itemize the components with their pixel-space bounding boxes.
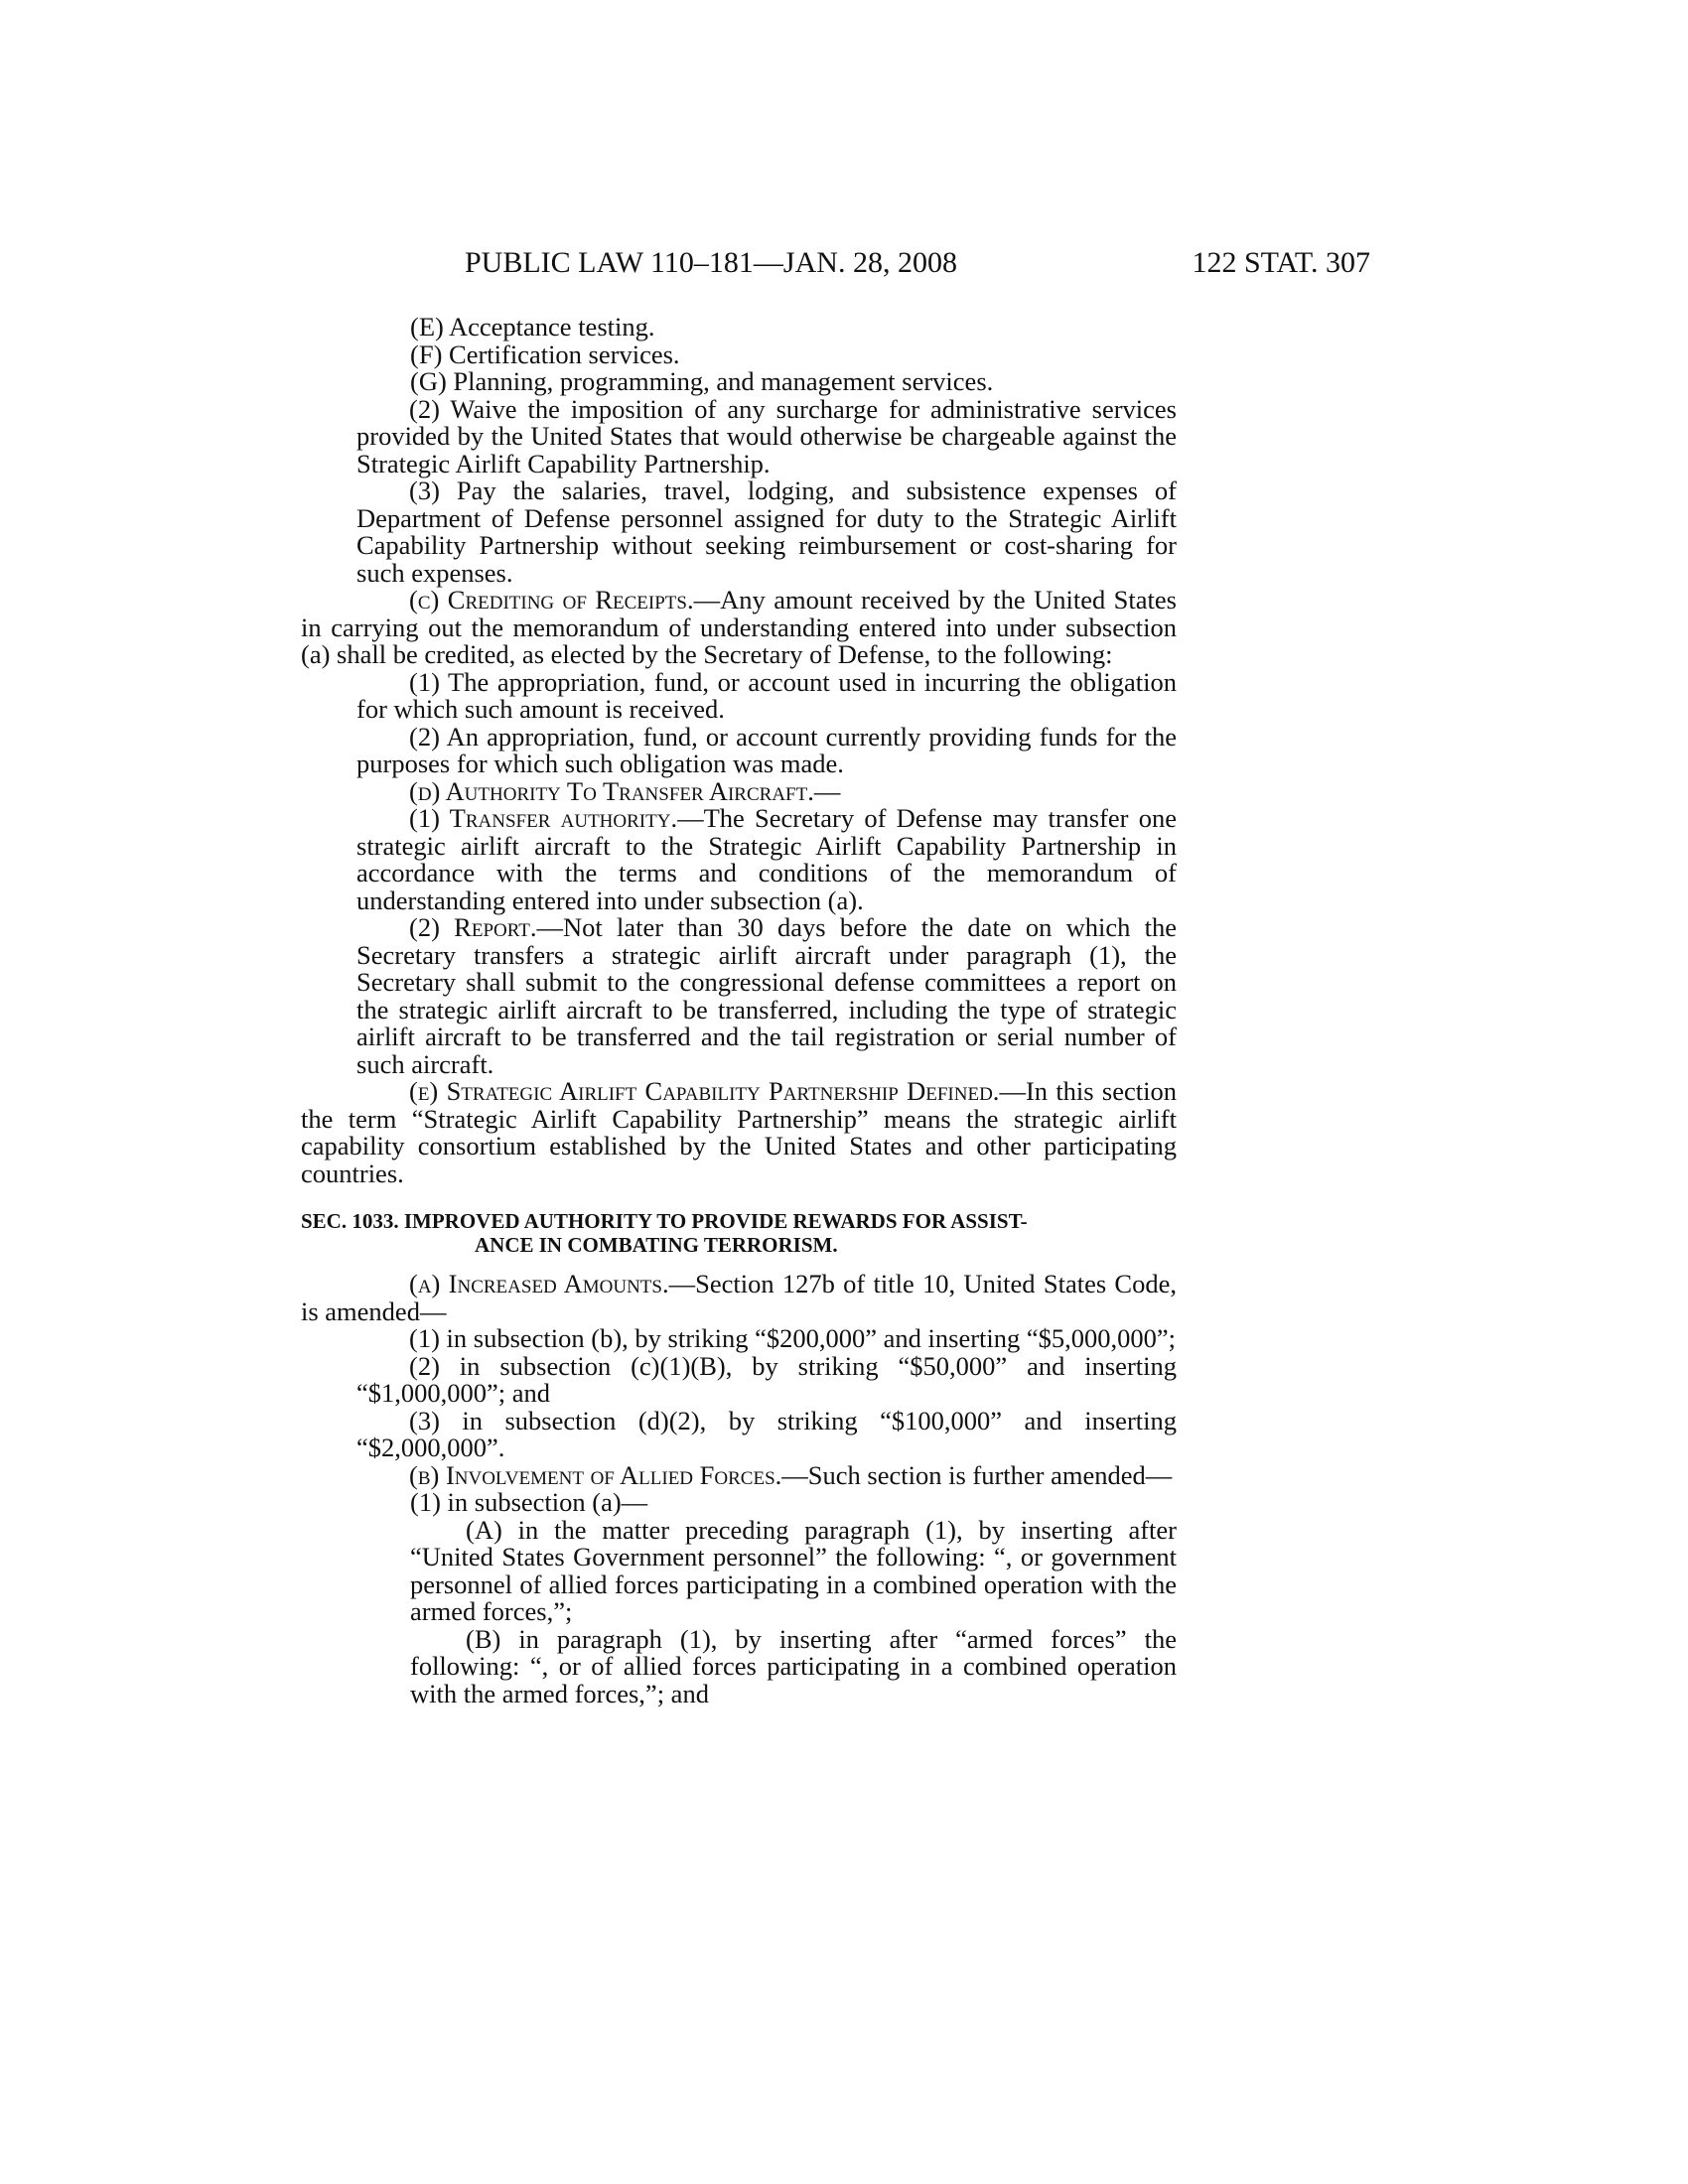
paragraph xyxy=(301,478,1177,587)
paragraph-text: —The Secretary of Defense may transfer one strategic airlift aircraft to the Strategic Airlift Capability Partnership in accordance with the terms and conditions of the memorandum of understanding entered into under subsection (a). xyxy=(356,803,1177,915)
paragraph-heading: (d) Authority To Transfer Aircraft. xyxy=(409,775,814,806)
document-body xyxy=(301,314,1177,1707)
paragraph xyxy=(301,1623,1177,1708)
paragraph xyxy=(301,393,1177,478)
paragraph xyxy=(301,587,1177,669)
paragraph-text: (2) in subsection (c)(1)(B), by striking “$50,000” and inserting “$1,000,000”; and xyxy=(356,1350,1177,1408)
paragraph xyxy=(301,368,1177,396)
paragraph-heading: (c) Crediting of Receipts. xyxy=(409,585,694,614)
paragraph xyxy=(301,1325,1177,1353)
paragraph xyxy=(301,1459,1177,1490)
paragraph-text: (E) Acceptance testing. xyxy=(410,312,655,341)
paragraph-text: —Not later than 30 days before the date on which the Secretary transfers a strategic airlift aircraft under paragraph (1), the Secretary shall submit to the congressional defense committees a report on the strategic airlift aircraft to be transferred, including the type of strategic airlift aircraft to be transferred and the tail registration or serial number of such aircraft. xyxy=(356,912,1177,1079)
section-heading xyxy=(301,1209,1177,1257)
page-number: 122 STAT. 307 xyxy=(1192,246,1370,279)
paragraph xyxy=(301,1405,1177,1462)
section-heading-line: ANCE IN COMBATING TERRORISM. xyxy=(475,1233,838,1257)
paragraph-text: —Such section is further amended— xyxy=(781,1459,1173,1490)
paragraph-text: —In this section the term “Strategic Airlift Capability Partnership” means the strategic airlift capability consortium established by the United States and other participating countries. xyxy=(301,1076,1177,1188)
paragraph-text: (2) An appropriation, fund, or account currently providing funds for the purposes for which such obligation was made. xyxy=(356,721,1177,778)
paragraph-heading: (1) Transfer authority. xyxy=(409,803,678,833)
paragraph-text: — xyxy=(813,775,841,806)
section-heading-line: SEC. 1033. IMPROVED AUTHORITY TO PROVIDE REWARDS FOR ASSIST- xyxy=(301,1209,1028,1233)
paragraph-text: (1) in subsection (a)— xyxy=(410,1487,648,1517)
paragraph-text: —Section 127b of title 10, United States Code, is amended— xyxy=(301,1269,1177,1326)
paragraph-text: (F) Certification services. xyxy=(410,339,680,369)
running-header xyxy=(298,246,1370,296)
paragraph xyxy=(301,1489,1177,1517)
paragraph-text: (1) The appropriation, fund, or account used in incurring the obligation for which such amount is received. xyxy=(356,666,1177,724)
paragraph xyxy=(301,1350,1177,1408)
paragraph-heading: (2) Report. xyxy=(409,912,537,942)
paragraph xyxy=(301,805,1177,914)
paragraph-heading: (e) Strategic Airlift Capability Partnership Defined. xyxy=(409,1076,1000,1106)
paragraph xyxy=(301,775,1177,806)
paragraph-heading: (b) Involvement of Allied Forces. xyxy=(409,1459,782,1490)
paragraph xyxy=(301,314,1177,341)
law-citation: PUBLIC LAW 110–181—JAN. 28, 2008 xyxy=(465,246,957,279)
paragraph-text: (B) in paragraph (1), by inserting after “armed forces” the following: “, or of allied forces participating in a combined operation with the armed forces,”; and xyxy=(410,1623,1177,1708)
paragraph-text: (G) Planning, programming, and management services. xyxy=(410,366,994,396)
paragraph-text: (1) in subsection (b), by striking “$200,000” and inserting “$5,000,000”; xyxy=(409,1323,1177,1353)
paragraph-heading: (a) Increased Amounts. xyxy=(409,1269,669,1298)
paragraph-text: (3) Pay the salaries, travel, lodging, and subsistence expenses of Department of Defense personnel assigned for duty to the Strategic Airlift Capability Partnership without seeking reimbursement or cost-sharing for such expenses. xyxy=(356,476,1177,588)
paragraph-text: —Any amount received by the United States in carrying out the memorandum of understanding entered into under subsection (a) shall be credited, as elected by the Secretary of Defense, to the following: xyxy=(301,585,1177,669)
paragraph-text: (A) in the matter preceding paragraph (1), by inserting after “United States Government personnel” the following: “, or government personnel of allied forces participating in a combined operation with the armed forces,”; xyxy=(410,1514,1177,1626)
paragraph-text: (2) Waive the imposition of any surcharge for administrative services provided by the United States that would otherwise be chargeable against the Strategic Airlift Capability Partnership. xyxy=(356,393,1177,478)
paragraph xyxy=(301,341,1177,369)
paragraph xyxy=(301,1514,1177,1626)
paragraph xyxy=(301,914,1177,1078)
paragraph xyxy=(301,1271,1177,1325)
paragraph xyxy=(301,1078,1177,1187)
paragraph xyxy=(301,666,1177,724)
paragraph-text: (3) in subsection (d)(2), by striking “$100,000” and inserting “$2,000,000”. xyxy=(356,1405,1177,1462)
paragraph xyxy=(301,721,1177,778)
